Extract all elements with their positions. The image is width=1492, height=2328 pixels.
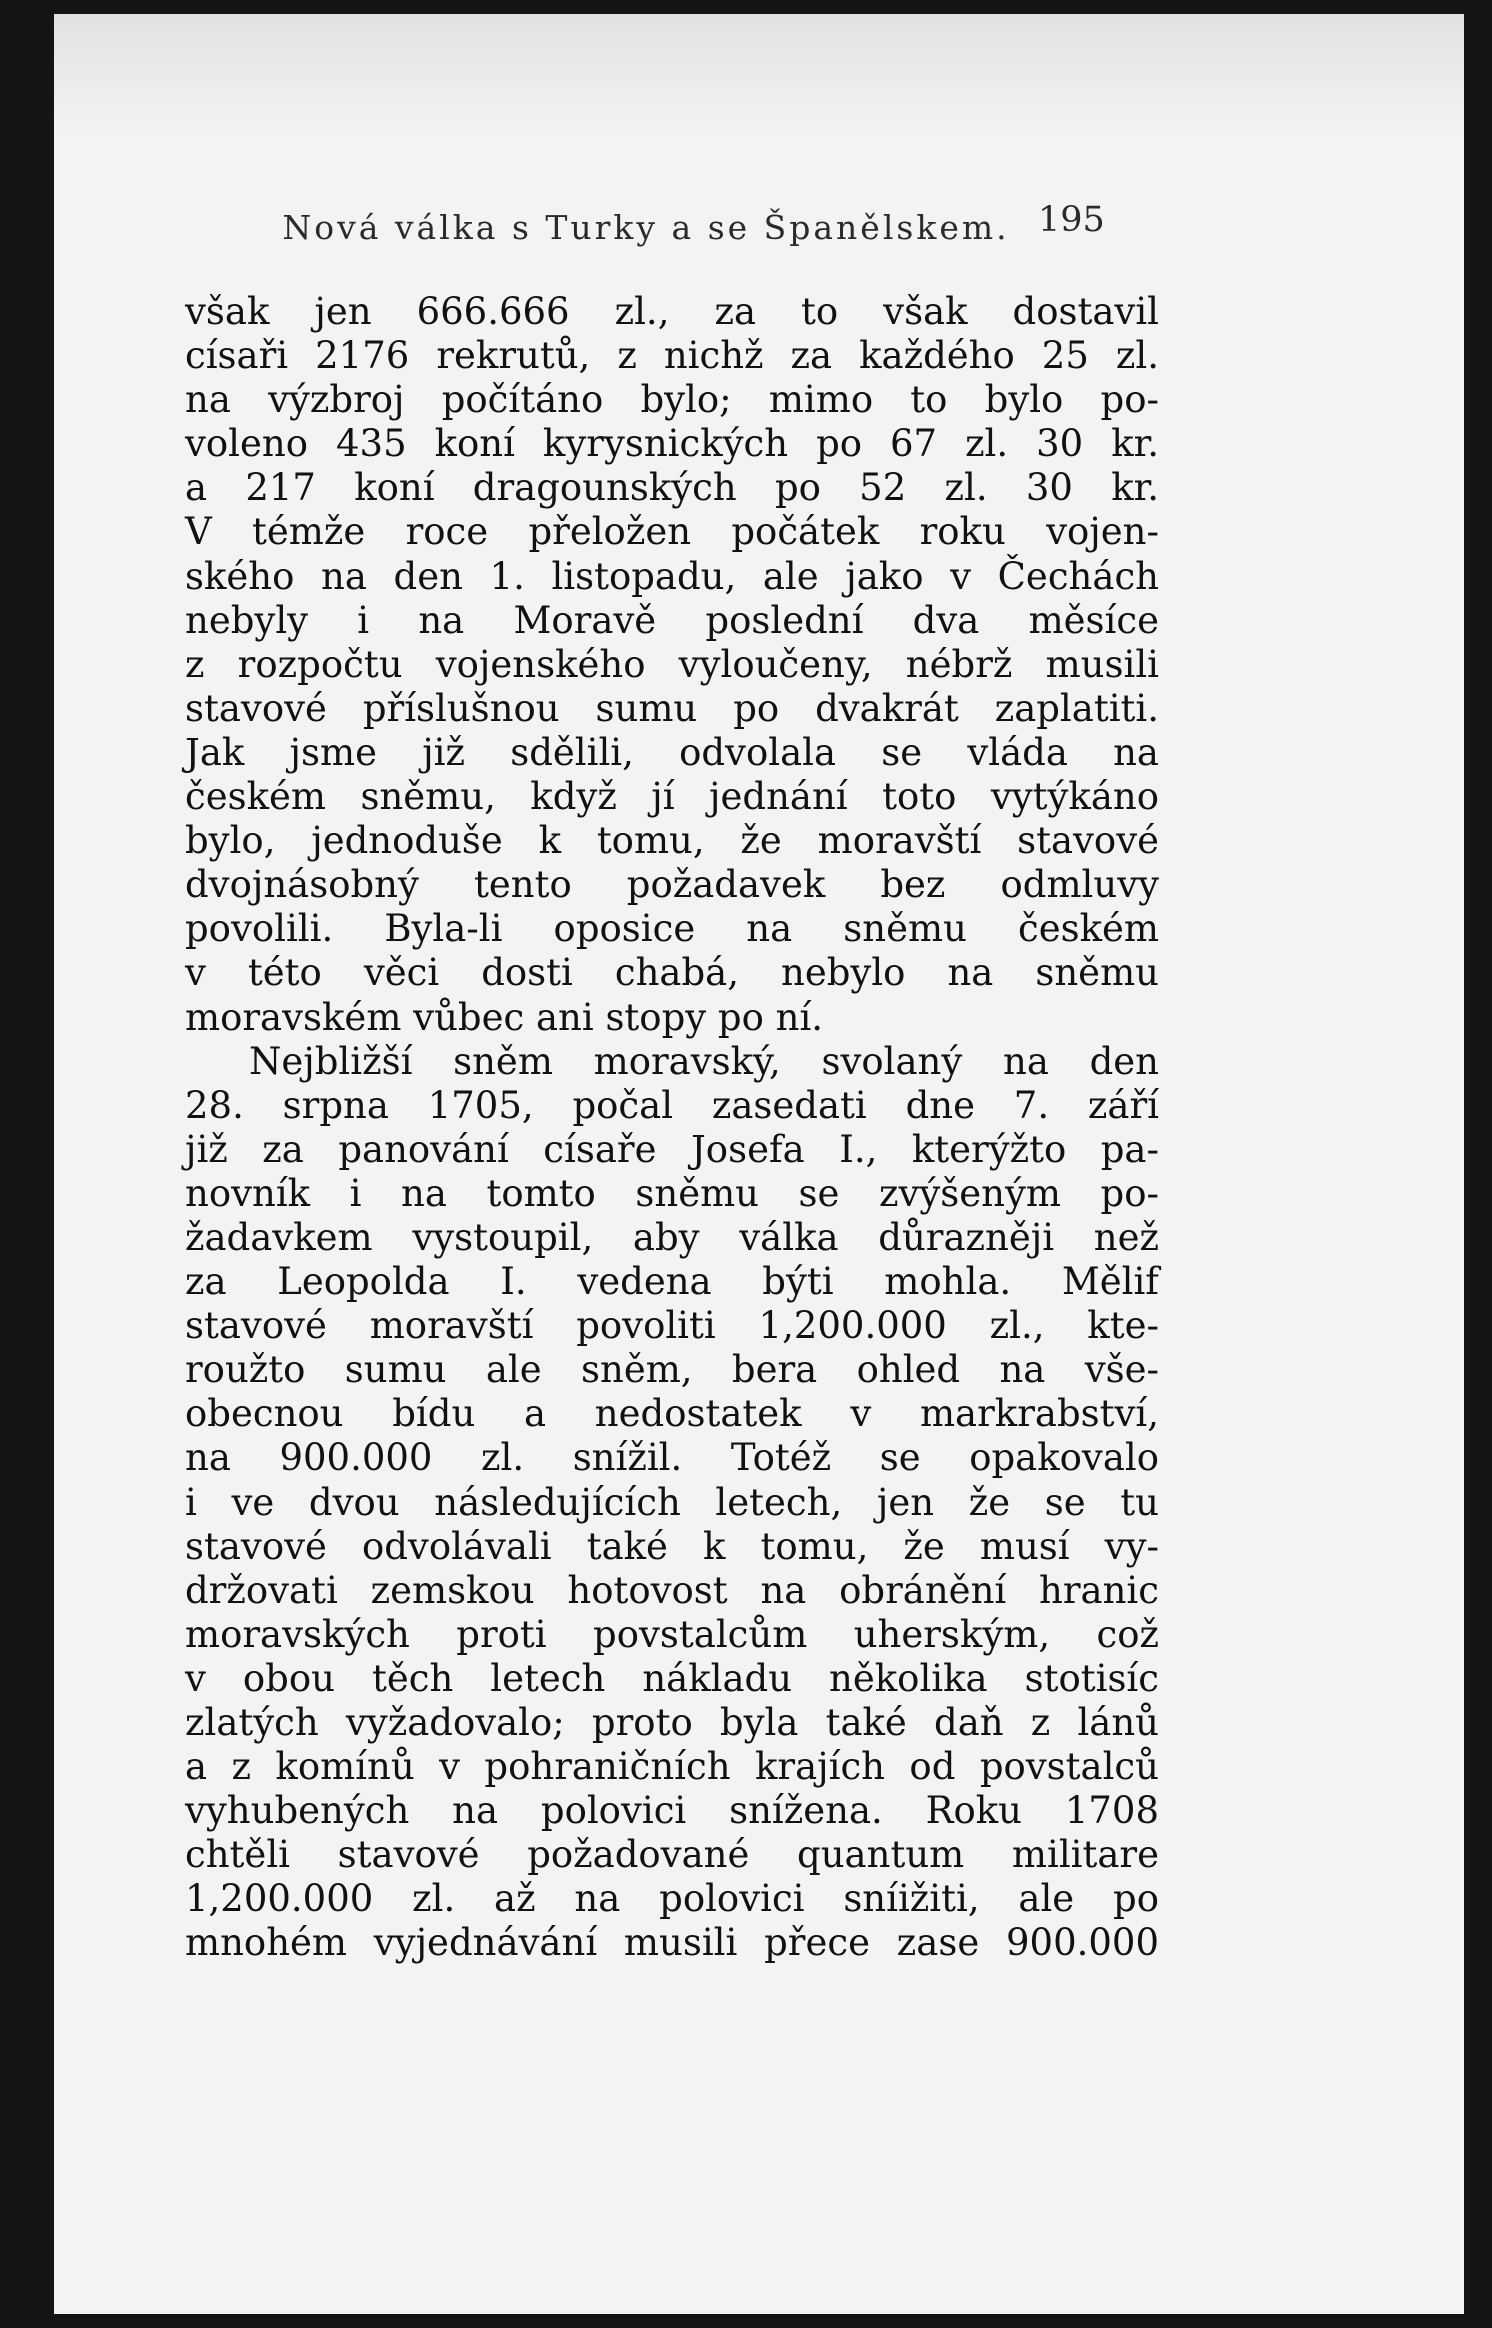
text-line: dvojnásobný tento požadavek bez odmluvy	[185, 863, 1159, 907]
text-line: moravských proti povstalcům uherským, což	[185, 1612, 1159, 1656]
text-line: vyhubených na polovici snížena. Roku 1708	[185, 1789, 1159, 1833]
text-line: bylo, jednoduše k tomu, že moravští stavové	[185, 819, 1159, 863]
paragraph-end-line: moravském vůbec ani stopy po ní.	[185, 995, 824, 1039]
text-line: obecnou bídu a nedostatek v markrabství,	[185, 1392, 1159, 1436]
page-number: 195	[1038, 200, 1105, 240]
text-line: chtěli stavové požadované quantum militare	[185, 1833, 1159, 1877]
text-line: v obou těch letech nákladu několika stotisíc	[185, 1656, 1159, 1700]
text-line: za Leopolda I. vedena býti mohla. Mělif	[185, 1260, 1159, 1304]
paragraph-start-line: Nejbližší sněm moravský, svolaný na den	[249, 1039, 1159, 1083]
text-line: ského na den 1. listopadu, ale jako v Čechách	[185, 554, 1159, 598]
text-line: žadavkem vystoupil, aby válka důrazněji než	[185, 1215, 1159, 1259]
text-line: povolili. Byla-li oposice na sněmu českém	[185, 907, 1159, 951]
text-line: stavové příslušnou sumu po dvakrát zaplatiti.	[185, 686, 1159, 730]
text-line: i ve dvou následujících letech, jen že se tu	[185, 1480, 1159, 1524]
text-line: stavové moravští povoliti 1,200.000 zl., kte-	[185, 1304, 1159, 1348]
text-line: z rozpočtu vojenského vyloučeny, nébrž musili	[185, 642, 1159, 686]
text-line: V témže roce přeložen počátek roku vojen-	[185, 510, 1159, 554]
text-line: 1,200.000 zl. až na polovici sníižiti, ale po	[185, 1877, 1159, 1921]
text-line: novník i na tomto sněmu se zvýšeným po-	[185, 1171, 1159, 1215]
text-line: na 900.000 zl. snížil. Totéž se opakovalo	[185, 1436, 1159, 1480]
text-line: na výzbroj počítáno bylo; mimo to bylo po-	[185, 378, 1159, 422]
text-line: císaři 2176 rekrutů, z nichž za každého 25 zl.	[185, 334, 1159, 378]
text-line: držovati zemskou hotovost na obránění hranic	[185, 1568, 1159, 1612]
text-line: nebyly i na Moravě poslední dva měsíce	[185, 598, 1159, 642]
text-line: v této věci dosti chabá, nebylo na sněmu	[185, 951, 1159, 995]
text-line: a 217 koní dragounských po 52 zl. 30 kr.	[185, 466, 1159, 510]
text-line: 28. srpna 1705, počal zasedati dne 7. září	[185, 1083, 1159, 1127]
text-line: zlatých vyžadovalo; proto byla také daň z lánů	[185, 1701, 1159, 1744]
text-line: stavové odvolávali také k tomu, že musí vy-	[185, 1524, 1159, 1568]
running-title: Nová válka s Turky a se Španělskem.	[282, 208, 1010, 247]
text-line: Jak jsme již sdělili, odvolala se vláda na	[185, 730, 1159, 774]
text-line: mnohém vyjednávání musili přece zase 900.000	[185, 1921, 1159, 1965]
text-line: však jen 666.666 zl., za to však dostavil	[185, 290, 1159, 333]
text-line: a z komínů v pohraničních krajích od povstalců	[185, 1745, 1159, 1789]
text-line: českém sněmu, když jí jednání toto vytýkáno	[185, 775, 1159, 819]
page-shading	[54, 14, 1464, 134]
text-line: voleno 435 koní kyrysnických po 67 zl. 30 kr.	[185, 422, 1159, 466]
text-line: již za panování císaře Josefa I., kterýžto pa-	[185, 1127, 1159, 1171]
text-line: roužto sumu ale sněm, bera ohled na vše-	[185, 1348, 1159, 1392]
body-text	[185, 290, 1159, 1966]
